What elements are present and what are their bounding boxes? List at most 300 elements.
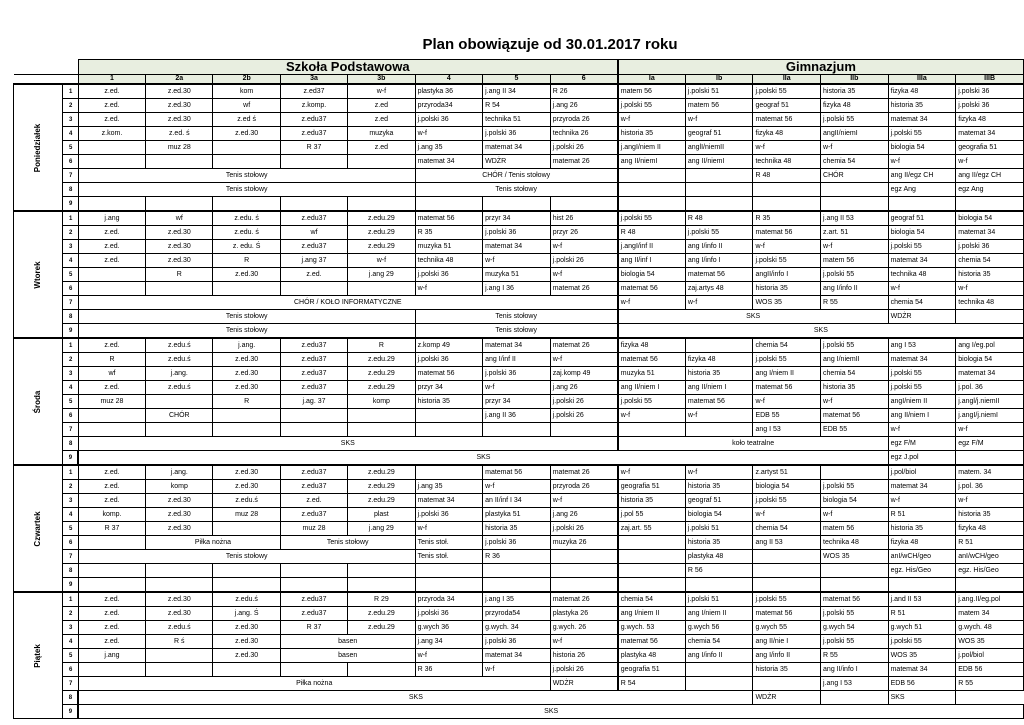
schedule-cell: z.edu.ś — [146, 338, 213, 353]
schedule-cell — [415, 465, 483, 480]
schedule-cell: j.ang.II/eg.pol — [956, 592, 1024, 607]
schedule-cell — [280, 282, 347, 296]
schedule-cell: j.polski 36 — [956, 99, 1024, 113]
day-label — [14, 465, 63, 592]
schedule-cell: ang II/egz CH — [956, 169, 1024, 183]
schedule-cell: matemat 34 — [956, 127, 1024, 141]
schedule-cell: WOS 35 — [821, 550, 889, 564]
schedule-cell: z.edu37 — [280, 211, 347, 226]
schedule-cell: j.polski 26 — [550, 409, 618, 423]
schedule-cell: j.angI/j.niemI — [956, 409, 1024, 423]
schedule-cell: technika 48 — [956, 296, 1024, 310]
class-header: IIb — [821, 75, 889, 85]
lesson-number: 5 — [63, 649, 78, 663]
schedule-cell: j.ang 29 — [348, 522, 415, 536]
schedule-cell: R 48 — [685, 211, 753, 226]
schedule-cell: WDŻR — [483, 155, 551, 169]
table-row — [14, 437, 1024, 451]
schedule-cell — [550, 197, 618, 212]
schedule-cell — [348, 155, 415, 169]
lesson-number: 9 — [63, 451, 78, 466]
lesson-number: 9 — [63, 578, 78, 593]
schedule-cell: w-f — [956, 423, 1024, 437]
schedule-cell: geograf 51 — [753, 99, 821, 113]
schedule-cell: z.artyst 51 — [753, 465, 821, 480]
class-header: 4 — [415, 75, 483, 85]
schedule-cell: ang I/niemII — [821, 353, 889, 367]
schedule-cell: matemat 26 — [550, 155, 618, 169]
schedule-cell: j.ang II 34 — [483, 84, 551, 99]
table-row — [14, 240, 1024, 254]
schedule-cell: matem 56 — [821, 522, 889, 536]
schedule-cell: R 36 — [415, 663, 483, 677]
class-header: IIa — [753, 75, 821, 85]
schedule-cell: muz 28 — [280, 522, 347, 536]
table-row — [14, 197, 1024, 212]
schedule-cell: j.polski 36 — [483, 635, 551, 649]
schedule-cell: j.pol/biol — [888, 465, 956, 480]
schedule-cell: j.polski 51 — [685, 522, 753, 536]
lesson-number: 3 — [63, 621, 78, 635]
schedule-cell: muz 28 — [78, 395, 145, 409]
schedule-cell: wf — [78, 367, 145, 381]
schedule-cell: j.ang 26 — [550, 508, 618, 522]
table-row — [14, 268, 1024, 282]
schedule-cell: matemat 34 — [483, 649, 551, 663]
schedule-cell: R 37 — [78, 522, 145, 536]
schedule-cell: j.pol. 36 — [956, 480, 1024, 494]
schedule-cell: CHÓR / KOŁO INFORMATYCZNE — [78, 296, 617, 310]
day-label — [14, 592, 63, 719]
schedule-cell — [146, 395, 213, 409]
schedule-cell: R 56 — [685, 564, 753, 578]
schedule-cell: ang I/niem II — [753, 367, 821, 381]
schedule-cell: w-f — [550, 635, 618, 649]
lesson-number: 8 — [63, 183, 78, 197]
schedule-cell — [888, 197, 956, 212]
schedule-cell: z.ed. — [78, 254, 145, 268]
schedule-cell: w-f — [685, 296, 753, 310]
schedule-cell — [78, 536, 145, 550]
table-row — [14, 338, 1024, 353]
schedule-cell: j.angl/j.niemII — [956, 395, 1024, 409]
schedule-cell: ang I/info II — [821, 282, 889, 296]
schedule-cell: j.ang — [78, 211, 145, 226]
day-name: Środa — [33, 390, 43, 413]
schedule-cell: historia 35 — [415, 395, 483, 409]
table-row — [14, 480, 1024, 494]
schedule-cell: z.ed.30 — [146, 240, 213, 254]
schedule-cell: ang II/info I — [821, 663, 889, 677]
schedule-cell: matem. 34 — [956, 465, 1024, 480]
schedule-cell: EDB 55 — [753, 409, 821, 423]
table-row — [14, 705, 1024, 719]
schedule-cell: j.polski 55 — [888, 635, 956, 649]
schedule-cell: w-f — [483, 480, 551, 494]
schedule-cell: z.edu37 — [280, 240, 347, 254]
schedule-cell: Tenis stołowy — [78, 183, 415, 197]
schedule-cell: j.ang 26 — [550, 381, 618, 395]
schedule-cell: fizyka 48 — [753, 127, 821, 141]
schedule-cell: j.ang. — [146, 465, 213, 480]
schedule-cell: historia 35 — [618, 494, 686, 508]
schedule-cell: j.pol 55 — [618, 508, 686, 522]
schedule-cell: j.polski 55 — [888, 367, 956, 381]
schedule-cell: ang II/niem I — [618, 381, 686, 395]
schedule-cell: Tenis stołowy — [415, 183, 618, 197]
schedule-cell: wf — [280, 226, 347, 240]
schedule-cell: egz F/M — [888, 437, 956, 451]
schedule-cell: w-f — [483, 254, 551, 268]
schedule-cell — [78, 423, 145, 437]
schedule-cell — [618, 183, 686, 197]
schedule-cell: w-f — [685, 113, 753, 127]
schedule-cell: ang I/info I — [685, 254, 753, 268]
schedule-cell: matemat 34 — [888, 663, 956, 677]
schedule-cell: z.edu.ś — [146, 353, 213, 367]
schedule-cell: j.polski 36 — [483, 127, 551, 141]
schedule-cell: w-f — [888, 282, 956, 296]
schedule-cell: g.wych 51 — [888, 621, 956, 635]
schedule-cell: Piłka nożna — [146, 536, 281, 550]
schedule-cell — [146, 564, 213, 578]
lesson-number: 6 — [63, 282, 78, 296]
class-header: 6 — [550, 75, 618, 85]
schedule-cell: j.polski 36 — [483, 367, 551, 381]
schedule-cell: R 48 — [618, 226, 686, 240]
schedule-cell: plastyka 36 — [415, 84, 483, 99]
schedule-cell — [348, 409, 415, 423]
schedule-cell: przyroda 34 — [415, 592, 483, 607]
schedule-cell: z.edu37 — [280, 508, 347, 522]
group-header: Gimnazjum — [618, 60, 1024, 75]
schedule-cell: w-f — [483, 381, 551, 395]
schedule-cell — [280, 197, 347, 212]
schedule-cell: z.ed. — [78, 621, 145, 635]
schedule-cell: plastyka 51 — [483, 508, 551, 522]
schedule-cell: z.ed — [348, 141, 415, 155]
schedule-cell: historia 35 — [753, 282, 821, 296]
schedule-cell — [348, 663, 415, 677]
schedule-cell: geograf 51 — [685, 127, 753, 141]
schedule-cell: anglI/niemII — [685, 141, 753, 155]
schedule-cell: j.polski 26 — [550, 663, 618, 677]
schedule-cell — [213, 282, 280, 296]
schedule-cell: egz Ang — [956, 183, 1024, 197]
schedule-cell: w-f — [550, 240, 618, 254]
schedule-cell: w-f — [753, 508, 821, 522]
schedule-cell: z.edu.29 — [348, 494, 415, 508]
schedule-cell — [685, 578, 753, 593]
schedule-cell: Tenis stołowy — [415, 310, 618, 324]
schedule-cell: z.ed.30 — [146, 592, 213, 607]
schedule-cell — [213, 522, 280, 536]
schedule-cell: j.ang I 53 — [821, 677, 889, 691]
schedule-cell: j.ang 35 — [415, 480, 483, 494]
schedule-cell: matemat 56 — [753, 607, 821, 621]
schedule-cell — [483, 423, 551, 437]
schedule-cell — [348, 282, 415, 296]
schedule-cell: matemat 34 — [483, 338, 551, 353]
schedule-cell: ang II/nie I — [753, 635, 821, 649]
schedule-cell — [348, 564, 415, 578]
schedule-cell: technika 48 — [753, 155, 821, 169]
table-row — [14, 324, 1024, 339]
schedule-cell: j.polski 55 — [753, 494, 821, 508]
schedule-cell: matemat 34 — [415, 494, 483, 508]
schedule-cell — [753, 183, 821, 197]
table-row — [14, 254, 1024, 268]
table-row — [14, 635, 1024, 649]
schedule-cell — [146, 578, 213, 593]
day-name: Piątek — [33, 643, 43, 668]
schedule-cell: matem 56 — [618, 84, 686, 99]
schedule-cell: biologia 54 — [685, 508, 753, 522]
lesson-number: 6 — [63, 409, 78, 423]
schedule-cell — [685, 338, 753, 353]
schedule-cell: z.edu37 — [280, 353, 347, 367]
schedule-cell: j.polski 26 — [550, 395, 618, 409]
schedule-cell: historia 35 — [483, 522, 551, 536]
schedule-cell: CHÓR — [146, 409, 213, 423]
schedule-cell — [685, 423, 753, 437]
schedule-cell — [753, 550, 821, 564]
schedule-cell: j.polski 55 — [753, 353, 821, 367]
table-row — [14, 183, 1024, 197]
schedule-cell: R 35 — [753, 211, 821, 226]
lesson-number: 1 — [63, 84, 78, 99]
schedule-cell: z.edu.ś — [146, 381, 213, 395]
schedule-cell: j.polski 36 — [956, 84, 1024, 99]
schedule-cell: z.edu37 — [280, 113, 347, 127]
class-header: 1 — [78, 75, 145, 85]
schedule-cell: w-f — [821, 395, 889, 409]
schedule-cell — [550, 423, 618, 437]
schedule-cell: g.wych. 26 — [550, 621, 618, 635]
lesson-number: 5 — [63, 141, 78, 155]
schedule-cell: matemat 26 — [550, 592, 618, 607]
schedule-cell: w-f — [618, 409, 686, 423]
schedule-cell — [753, 564, 821, 578]
schedule-cell — [550, 564, 618, 578]
schedule-cell: w-f — [753, 240, 821, 254]
lesson-number: 1 — [63, 338, 78, 353]
schedule-cell — [685, 663, 753, 677]
schedule-cell: j.angI/inf II — [618, 240, 686, 254]
schedule-cell: z.ed.30 — [146, 84, 213, 99]
schedule-cell: j.polski 55 — [888, 240, 956, 254]
schedule-cell: EDB 56 — [956, 663, 1024, 677]
schedule-cell: R 51 — [888, 607, 956, 621]
lesson-number: 8 — [63, 310, 78, 324]
schedule-cell — [956, 578, 1024, 593]
lesson-number: 2 — [63, 226, 78, 240]
schedule-cell: Tenis stoł. — [415, 536, 483, 550]
schedule-cell: j.polski 51 — [685, 84, 753, 99]
table-row — [14, 663, 1024, 677]
schedule-cell: ang II/egz CH — [888, 169, 956, 183]
schedule-cell: fizyka 48 — [956, 522, 1024, 536]
schedule-cell: basen — [280, 635, 415, 649]
lesson-number: 2 — [63, 99, 78, 113]
schedule-cell: biologia 54 — [956, 211, 1024, 226]
schedule-cell: z.ed.30 — [146, 99, 213, 113]
schedule-cell: przyr 26 — [550, 226, 618, 240]
schedule-cell: Tenis stołowy — [415, 324, 618, 339]
schedule-cell: biologia 54 — [888, 226, 956, 240]
schedule-cell: historia 35 — [685, 536, 753, 550]
schedule-cell: z.ed. — [78, 226, 145, 240]
schedule-cell: komp — [348, 395, 415, 409]
schedule-cell: j.ag. 37 — [280, 395, 347, 409]
schedule-cell — [213, 409, 280, 423]
schedule-cell: g.wych 36 — [415, 621, 483, 635]
schedule-cell: w-f — [685, 465, 753, 480]
schedule-cell: ang II/inf I — [618, 254, 686, 268]
schedule-cell: fizyka 48 — [888, 84, 956, 99]
schedule-cell: j.ang I 35 — [483, 592, 551, 607]
schedule-cell: geograf 51 — [888, 211, 956, 226]
schedule-cell — [146, 663, 213, 677]
schedule-cell: w-f — [550, 353, 618, 367]
schedule-cell: w-f — [348, 84, 415, 99]
table-row — [14, 226, 1024, 240]
table-row — [14, 367, 1024, 381]
schedule-cell: chemia 54 — [753, 522, 821, 536]
schedule-cell: w-f — [753, 141, 821, 155]
schedule-cell — [78, 663, 145, 677]
class-header: 3a — [280, 75, 347, 85]
schedule-cell: z.edu.29 — [348, 367, 415, 381]
schedule-cell — [821, 578, 889, 593]
schedule-cell: j.polski 36 — [956, 240, 1024, 254]
schedule-cell: j.polski 51 — [685, 592, 753, 607]
timetable-grid — [13, 59, 1024, 719]
schedule-cell — [956, 197, 1024, 212]
schedule-cell: matemat 56 — [753, 113, 821, 127]
schedule-cell: ang I/niem II — [685, 607, 753, 621]
lesson-number: 4 — [63, 508, 78, 522]
schedule-cell: zaj.artys 48 — [685, 282, 753, 296]
schedule-cell: historia 35 — [888, 522, 956, 536]
table-row — [14, 296, 1024, 310]
schedule-cell: z.ed — [348, 113, 415, 127]
table-row — [14, 409, 1024, 423]
schedule-cell: ang II/niemI — [618, 155, 686, 169]
schedule-cell — [685, 197, 753, 212]
schedule-cell: j.polski 55 — [888, 381, 956, 395]
schedule-cell: muzyka — [348, 127, 415, 141]
schedule-cell: j.polski 55 — [685, 226, 753, 240]
lesson-number: 3 — [63, 113, 78, 127]
schedule-cell — [753, 578, 821, 593]
schedule-cell: z.kom. — [78, 127, 145, 141]
schedule-cell: WDŻR — [753, 691, 821, 705]
schedule-cell: z.ed.30 — [213, 465, 280, 480]
table-row — [14, 691, 1024, 705]
schedule-cell: R 51 — [888, 508, 956, 522]
schedule-cell: z.ed37 — [280, 84, 347, 99]
schedule-cell: j.ang 35 — [415, 141, 483, 155]
schedule-cell: z.edu37 — [280, 367, 347, 381]
schedule-cell: R 55 — [821, 296, 889, 310]
schedule-cell: ang II 53 — [753, 536, 821, 550]
header-groups-row — [14, 60, 1024, 75]
schedule-cell: egz. His/Geo — [956, 564, 1024, 578]
schedule-cell — [415, 409, 483, 423]
schedule-cell: fizyka 48 — [685, 353, 753, 367]
schedule-cell: R 51 — [956, 536, 1024, 550]
schedule-cell: j.ang I 36 — [483, 282, 551, 296]
schedule-cell: matemat 56 — [483, 465, 551, 480]
schedule-cell: ang I/eg.pol — [956, 338, 1024, 353]
lesson-number: 7 — [63, 550, 78, 564]
schedule-cell — [213, 155, 280, 169]
schedule-cell: z.edu.29 — [348, 607, 415, 621]
schedule-cell: w-f — [888, 494, 956, 508]
schedule-cell: Piłka nożna — [78, 677, 550, 691]
schedule-cell: j.polski 55 — [821, 480, 889, 494]
schedule-cell: matemat 56 — [618, 282, 686, 296]
class-header: IIIB — [956, 75, 1024, 85]
schedule-cell: ang I 53 — [753, 423, 821, 437]
schedule-cell: z.edu.29 — [348, 240, 415, 254]
schedule-cell: matemat 34 — [956, 367, 1024, 381]
schedule-cell: matemat 26 — [550, 465, 618, 480]
schedule-cell: w-f — [956, 155, 1024, 169]
schedule-cell: j.polski 55 — [618, 99, 686, 113]
schedule-cell: geografia 51 — [618, 663, 686, 677]
schedule-cell: R 54 — [483, 99, 551, 113]
schedule-cell: w-f — [753, 395, 821, 409]
schedule-cell: R ś — [146, 635, 213, 649]
schedule-cell — [280, 663, 347, 677]
lesson-number: 1 — [63, 592, 78, 607]
schedule-cell: matemat 34 — [888, 254, 956, 268]
schedule-cell: matemat 56 — [685, 268, 753, 282]
schedule-cell: z.ed. — [78, 113, 145, 127]
schedule-cell: technika 48 — [821, 536, 889, 550]
schedule-cell: j.polski 55 — [821, 607, 889, 621]
schedule-cell: z.edu.ś — [213, 494, 280, 508]
schedule-cell: SKS — [618, 324, 1024, 339]
lesson-number: 9 — [63, 705, 78, 719]
schedule-cell: egz. His/Geo — [888, 564, 956, 578]
schedule-cell: R — [78, 353, 145, 367]
schedule-cell: fizyka 48 — [821, 99, 889, 113]
schedule-cell: j.ang 37 — [280, 254, 347, 268]
schedule-cell: g.wych. 48 — [956, 621, 1024, 635]
table-row — [14, 282, 1024, 296]
schedule-cell: j.ang. Ś — [213, 607, 280, 621]
schedule-cell: biologia 54 — [753, 480, 821, 494]
schedule-cell — [821, 564, 889, 578]
lesson-number: 7 — [63, 169, 78, 183]
schedule-cell — [78, 578, 145, 593]
schedule-cell: j.polski 55 — [753, 254, 821, 268]
schedule-cell: z.edu37 — [280, 381, 347, 395]
schedule-cell: g.wych 56 — [685, 621, 753, 635]
table-row — [14, 578, 1024, 593]
schedule-cell — [956, 451, 1024, 466]
class-header: IIIa — [888, 75, 956, 85]
schedule-cell — [618, 197, 686, 212]
table-row — [14, 508, 1024, 522]
schedule-cell: z.ed. — [78, 494, 145, 508]
corner-cell — [14, 75, 79, 85]
schedule-cell — [213, 197, 280, 212]
lesson-number: 3 — [63, 367, 78, 381]
